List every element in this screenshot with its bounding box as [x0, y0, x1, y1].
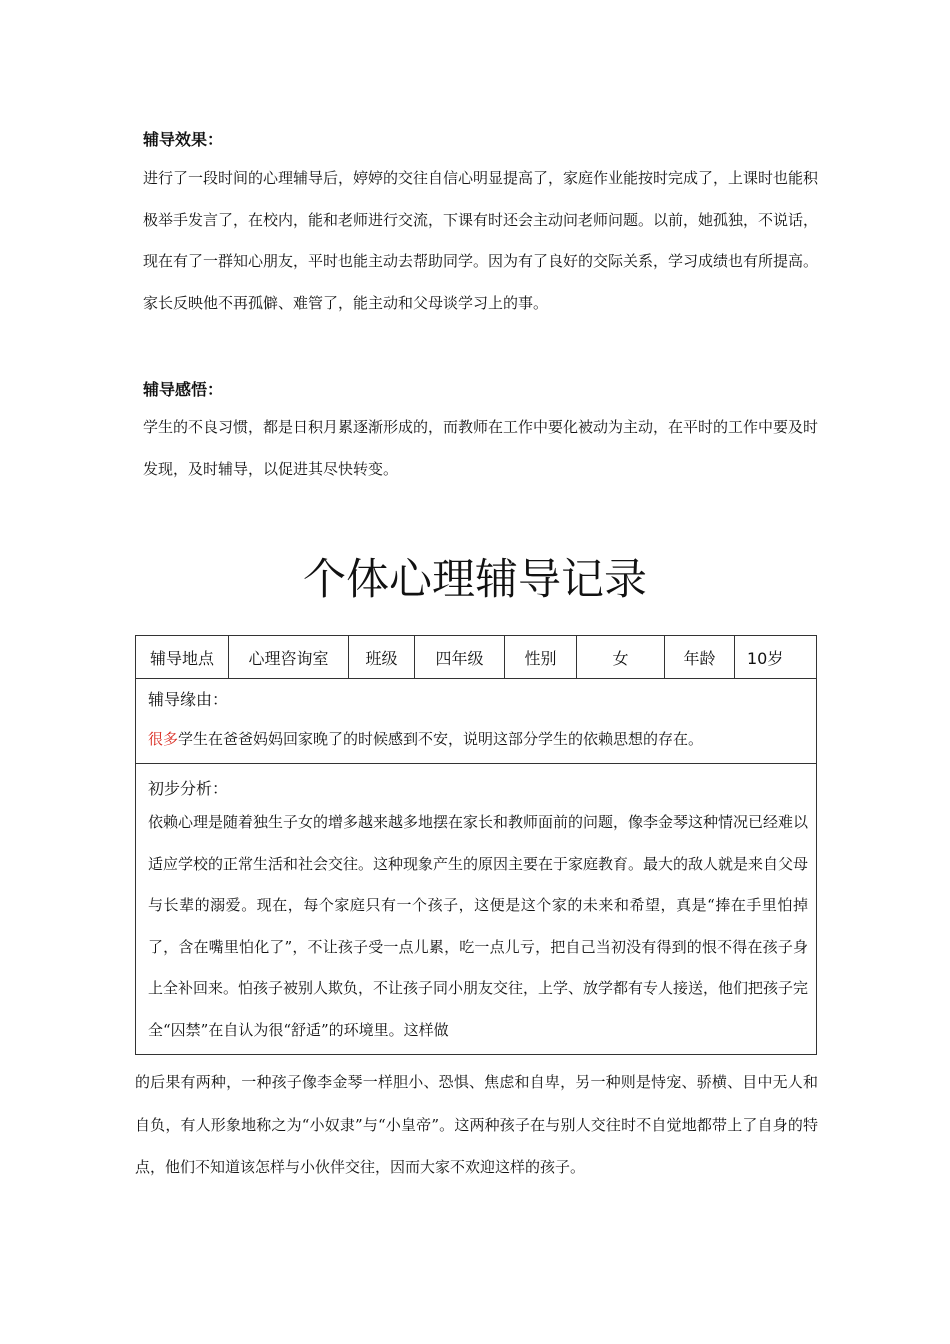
class-label: 班级	[349, 636, 415, 679]
age-value: 10岁	[735, 636, 817, 679]
class-value: 四年级	[415, 636, 505, 679]
record-header-row	[136, 636, 817, 679]
reason-row	[136, 679, 817, 764]
reflection-heading: 辅导感悟：	[143, 380, 224, 399]
place-label: 辅导地点	[136, 636, 229, 679]
gender-value: 女	[577, 636, 665, 679]
analysis-text: 依赖心理是随着独生子女的增多越来越多地摆在家长和教师面前的问题，像李金琴这种情况已经难以适应学校的正常生活和社会交往。这种现象产生的原因主要在于家庭教育。最大的敌人就是来自父母与长辈的溺爱。现在，每个家庭只有一个孩子，这便是这个家的未来和希望，真是“捧在手里怕掉了，含在嘴里怕化了”，不让孩子受一点儿累，吃一点儿亏，把自己当初没有得到的恨不得在孩子身上全补回来。怕孩子被别人欺负，不让孩子同小朋友交往，上学、放学都有专人接送，他们把孩子完全“囚禁”在自认为很“舒适”的环境里。这样做	[148, 813, 809, 1039]
place-value: 心理咨询室	[229, 636, 349, 679]
analysis-row	[136, 764, 817, 1055]
record-title: 个体心理辅导记录	[303, 555, 647, 605]
reason-highlight: 很多	[148, 730, 179, 748]
analysis-continuation: 的后果有两种，一种孩子像李金琴一样胆小、恐惧、焦虑和自卑，另一种则是恃宠、骄横、目中无人和自负，有人形象地称之为“小奴隶”与“小皇帝”。这两种孩子在与别人交往时不自觉地都带上了自身的特点，他们不知道该怎样与小伙伴交往，因而大家不欢迎这样的孩子。	[135, 1073, 818, 1176]
reflection-text: 学生的不良习惯，都是日积月累逐渐形成的，而教师在工作中要化被动为主动，在平时的工作中要及时发现，及时辅导，以促进其尽快转变。	[143, 418, 819, 478]
gender-label: 性别	[505, 636, 577, 679]
age-label: 年龄	[665, 636, 735, 679]
effect-heading: 辅导效果：	[143, 130, 224, 149]
reason-text	[136, 719, 816, 761]
effect-text: 进行了一段时间的心理辅导后，婷婷的交往自信心明显提高了，家庭作业能按时完成了，上课时也能积极举手发言了，在校内，能和老师进行交流，下课有时还会主动问老师问题。以前，她孤独，不说话，现在有了一群知心朋友，平时也能主动去帮助同学。因为有了良好的交际关系，学习成绩也有所提高。家长反映他不再孤僻、难管了，能主动和父母谈学习上的事。	[143, 169, 819, 312]
analysis-heading: 初步分析：	[148, 779, 229, 798]
record-table	[135, 635, 817, 1055]
reason-heading: 辅导缘由：	[148, 690, 229, 709]
reason-body: 学生在爸爸妈妈回家晚了的时候感到不安，说明这部分学生的依赖思想的存在。	[178, 730, 704, 748]
